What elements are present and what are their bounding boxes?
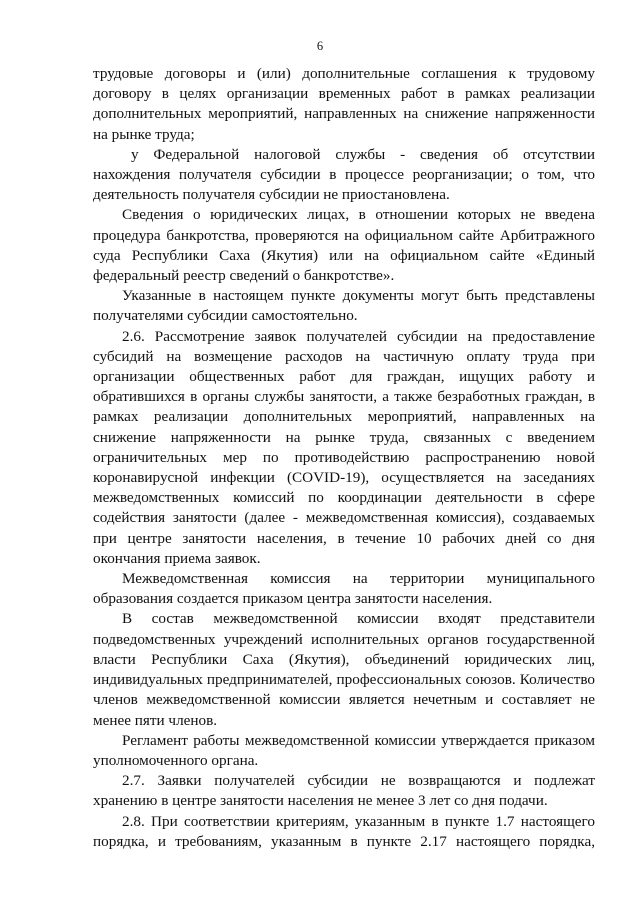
paragraph-tax-service: у Федеральной налоговой службы - сведения об отсутствии нахождения получателя субсидии в процессе реорганизации; о том, что деятельность получателя субсидии не приостановлена. [93,145,595,204]
document-body [93,64,595,852]
paragraph-section-2-6: 2.6. Рассмотрение заявок получателей субсидии на предоставление субсидий на возмещение расходов на частичную оплату труда при организации общественных работ для граждан, ищущих работу и обратившихся в органы службы занятости, а также безработных граждан, в рамках реализации дополнительных мероприятий, направленных на снижение напряженности на рынке труда, связанных с введением ограничительных мер по противодействию распространению новой коронавирусной инфекции (COVID-19), осуществляется на заседаниях межведомственных комиссий по координации деятельности в сфере содействия занятости (далее - межведомственная комиссия), создаваемых при центре занятости населения, в течение 10 рабочих дней со дня окончания приема заявок. [93,327,595,567]
paragraph-bankruptcy-check: Сведения о юридических лицах, в отношении которых не введена процедура банкротства, проверяются на официальном сайте Арбитражного суда Республики Саха (Якутия) или на официальном сайте «Единый федеральный реестр сведений о банкротстве». [93,206,595,285]
paragraph-commission-regulations: Регламент работы межведомственной комиссии утверждается приказом уполномоченного органа. [93,731,595,769]
paragraph-commission-composition: В состав межведомственной комиссии входят представители подведомственных учреждений исполнительных органов государственной власти Республики Саха (Якутия), объединений юридических лиц, индивидуальных предпринимателей, профессиональных союзов. Количество членов межведомственной комиссии является нечетным и составляет не менее пяти членов. [93,610,595,729]
paragraph-documents-self-submission: Указанные в настоящем пункте документы могут быть представлены получателями субсидии самостоятельно. [93,287,595,325]
page-number: 6 [316,39,324,53]
paragraph-commission-creation: Межведомственная комиссия на территории муниципального образования создается приказом центра занятости населения. [93,570,595,608]
paragraph-section-2-7: 2.7. Заявки получателей субсидии не возвращаются и подлежат хранению в центре занятости населения не менее 3 лет со дня подачи. [93,772,595,810]
paragraph-labor-contracts: трудовые договоры и (или) дополнительные соглашения к трудовому договору в целях организации временных работ в рамках реализации дополнительных мероприятий, направленных на снижение напряженности на рынке труда; [93,65,595,143]
paragraph-section-2-8: 2.8. При соответствии критериям, указанным в пункте 1.7 настоящего порядка, и требованиям, указанным в пункте 2.17 настоящего порядка, [93,812,595,850]
